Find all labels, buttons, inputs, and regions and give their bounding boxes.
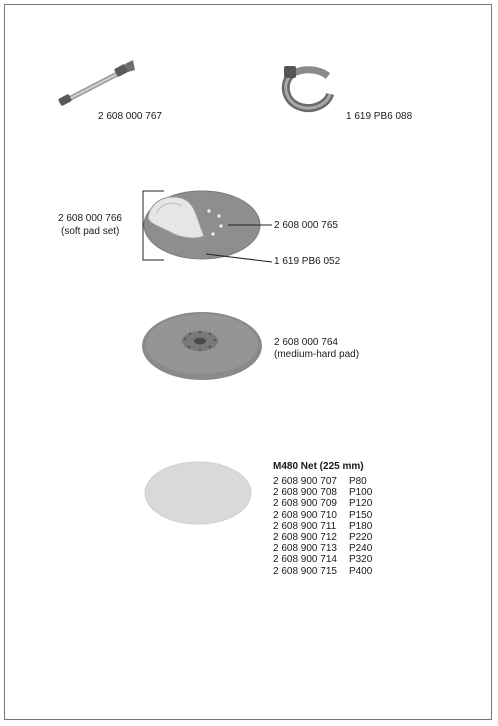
- soft-pad-set-part-number: 2 608 000 766: [58, 213, 122, 224]
- net-part-number: 2 608 900 707: [273, 476, 337, 487]
- table-row: [273, 498, 372, 509]
- medium-hard-pad-description: (medium-hard pad): [274, 349, 360, 360]
- net-part-number: 2 608 900 712: [273, 532, 337, 544]
- sanding-net-illustration: [143, 460, 253, 526]
- medium-hard-pad-illustration: [140, 310, 264, 382]
- sanding-net-title: M480 Net (225 mm): [273, 461, 364, 472]
- net-grit: P400: [348, 565, 373, 577]
- net-grit: P80: [348, 476, 367, 487]
- net-part-number: 2 608 900 711: [273, 520, 337, 532]
- net-part-number: 2 608 900 710: [273, 509, 337, 521]
- sanding-net-table: [273, 476, 372, 577]
- clamp-ring-part-number: 1 619 PB6 088: [346, 111, 413, 122]
- medium-hard-pad-part-number: 2 608 000 764: [274, 337, 338, 348]
- net-part-number: 2 608 900 709: [273, 498, 337, 510]
- table-row: [273, 543, 372, 554]
- table-row: [273, 521, 372, 532]
- net-grit: P120: [348, 498, 373, 510]
- pad-cover-part-number: 1 619 PB6 052: [274, 256, 341, 267]
- net-part-number: 2 608 900 714: [273, 554, 337, 566]
- net-grit: P220: [348, 532, 373, 544]
- table-row: [273, 476, 372, 487]
- net-part-number: 2 608 900 715: [273, 565, 337, 577]
- net-grit: P150: [348, 509, 373, 521]
- table-row: [273, 554, 372, 565]
- table-row: [273, 532, 372, 543]
- soft-pad-part-number: 2 608 000 765: [274, 220, 338, 231]
- soft-pad-set-description: (soft pad set): [61, 226, 120, 237]
- net-part-number: 2 608 900 708: [273, 487, 337, 499]
- net-grit: P240: [348, 543, 373, 555]
- table-row: [273, 566, 372, 577]
- table-row: [273, 510, 372, 521]
- net-part-number: 2 608 900 713: [273, 543, 337, 555]
- net-grit: P100: [348, 487, 373, 499]
- table-row: [273, 487, 372, 498]
- extension-handle-part-number: 2 608 000 767: [98, 111, 162, 122]
- net-grit: P320: [348, 554, 373, 566]
- net-grit: P180: [348, 520, 373, 532]
